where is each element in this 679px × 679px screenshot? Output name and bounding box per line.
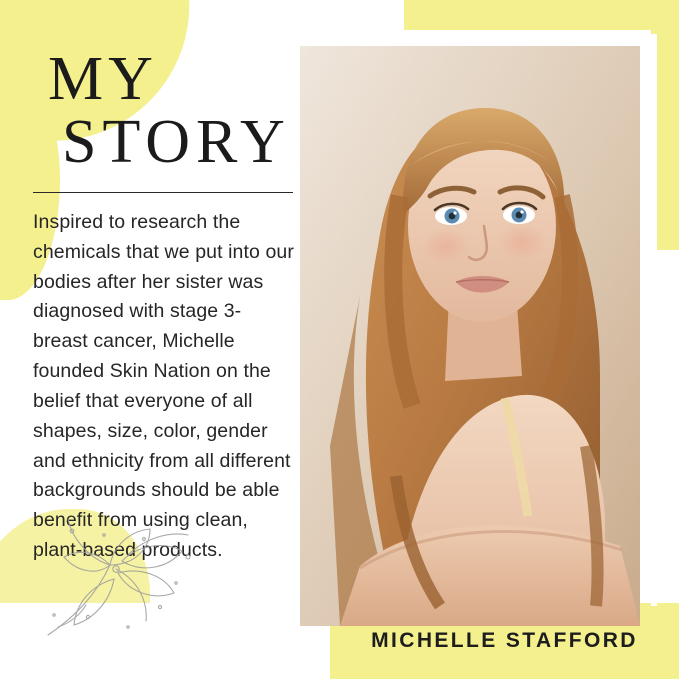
author-name: MICHELLE STAFFORD	[371, 629, 638, 652]
portrait-photo	[300, 46, 640, 626]
page-title	[48, 45, 298, 176]
story-paragraph: Inspired to research the chemicals that we put into our bodies after her sister was diagnosed with stage 3-breast cancer, Michelle founded Skin Nation on the belief that everyone of all shapes, size, color, gender and ethnicity from all different backgrounds should be able benefit from using clean, plant-based products.	[33, 211, 294, 562]
author-name-plate	[330, 603, 679, 679]
title-divider	[33, 192, 293, 193]
floral-line-art-icon	[18, 495, 238, 645]
page-title-line-2: STORY	[62, 108, 291, 176]
photo-frame-line	[651, 34, 657, 606]
page-title-line-1: MY	[48, 45, 158, 113]
portrait-image	[300, 46, 640, 626]
decorative-bar-top-right	[404, 0, 679, 30]
